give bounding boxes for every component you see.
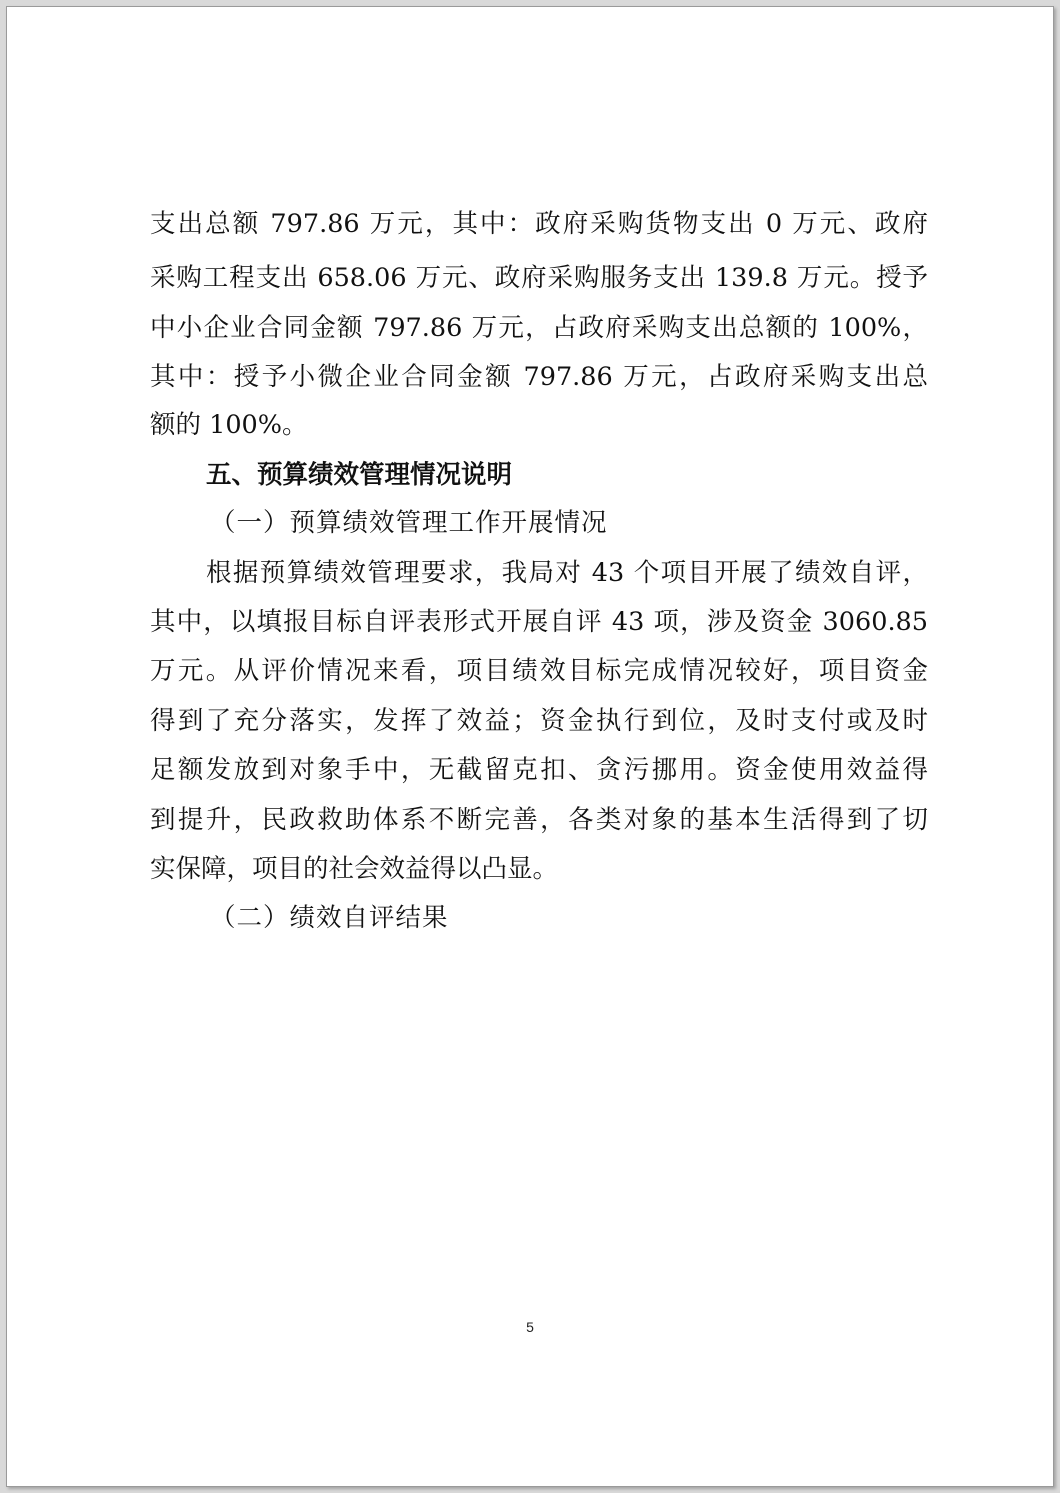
subheading-budget-performance-work: （一）预算绩效管理工作开展情况 (210, 508, 608, 538)
paragraph-line: 采购工程支出 658.06 万元、政府采购服务支出 139.8 万元。授予 (150, 263, 928, 293)
paragraph-line: 额的 100%。 (150, 410, 308, 440)
paragraph-line: 其中：授予小微企业合同金额 797.86 万元，占政府采购支出总 (150, 362, 928, 392)
paragraph-line: 足额发放到对象手中，无截留克扣、贪污挪用。资金使用效益得 (150, 755, 928, 785)
paragraph-line: 支出总额 797.86 万元，其中：政府采购货物支出 0 万元、政府 (150, 209, 928, 239)
document-page (6, 6, 1054, 1487)
paragraph-line: 中小企业合同金额 797.86 万元，占政府采购支出总额的 100%， (150, 313, 928, 343)
subheading-self-evaluation-results: （二）绩效自评结果 (210, 903, 449, 933)
paragraph-line: 实保障，项目的社会效益得以凸显。 (150, 854, 559, 884)
page-number: 5 (526, 1319, 534, 1335)
section-heading: 五、预算绩效管理情况说明 (206, 460, 513, 490)
paragraph-line: 万元。从评价情况来看，项目绩效目标完成情况较好，项目资金 (150, 656, 928, 686)
paragraph-line: 根据预算绩效管理要求，我局对 43 个项目开展了绩效自评， (206, 558, 928, 588)
paragraph-line: 到提升，民政救助体系不断完善，各类对象的基本生活得到了切 (150, 805, 928, 835)
paragraph-line: 得到了充分落实，发挥了效益；资金执行到位，及时支付或及时 (150, 706, 928, 736)
paragraph-line: 其中，以填报目标自评表形式开展自评 43 项，涉及资金 3060.85 (150, 607, 928, 637)
